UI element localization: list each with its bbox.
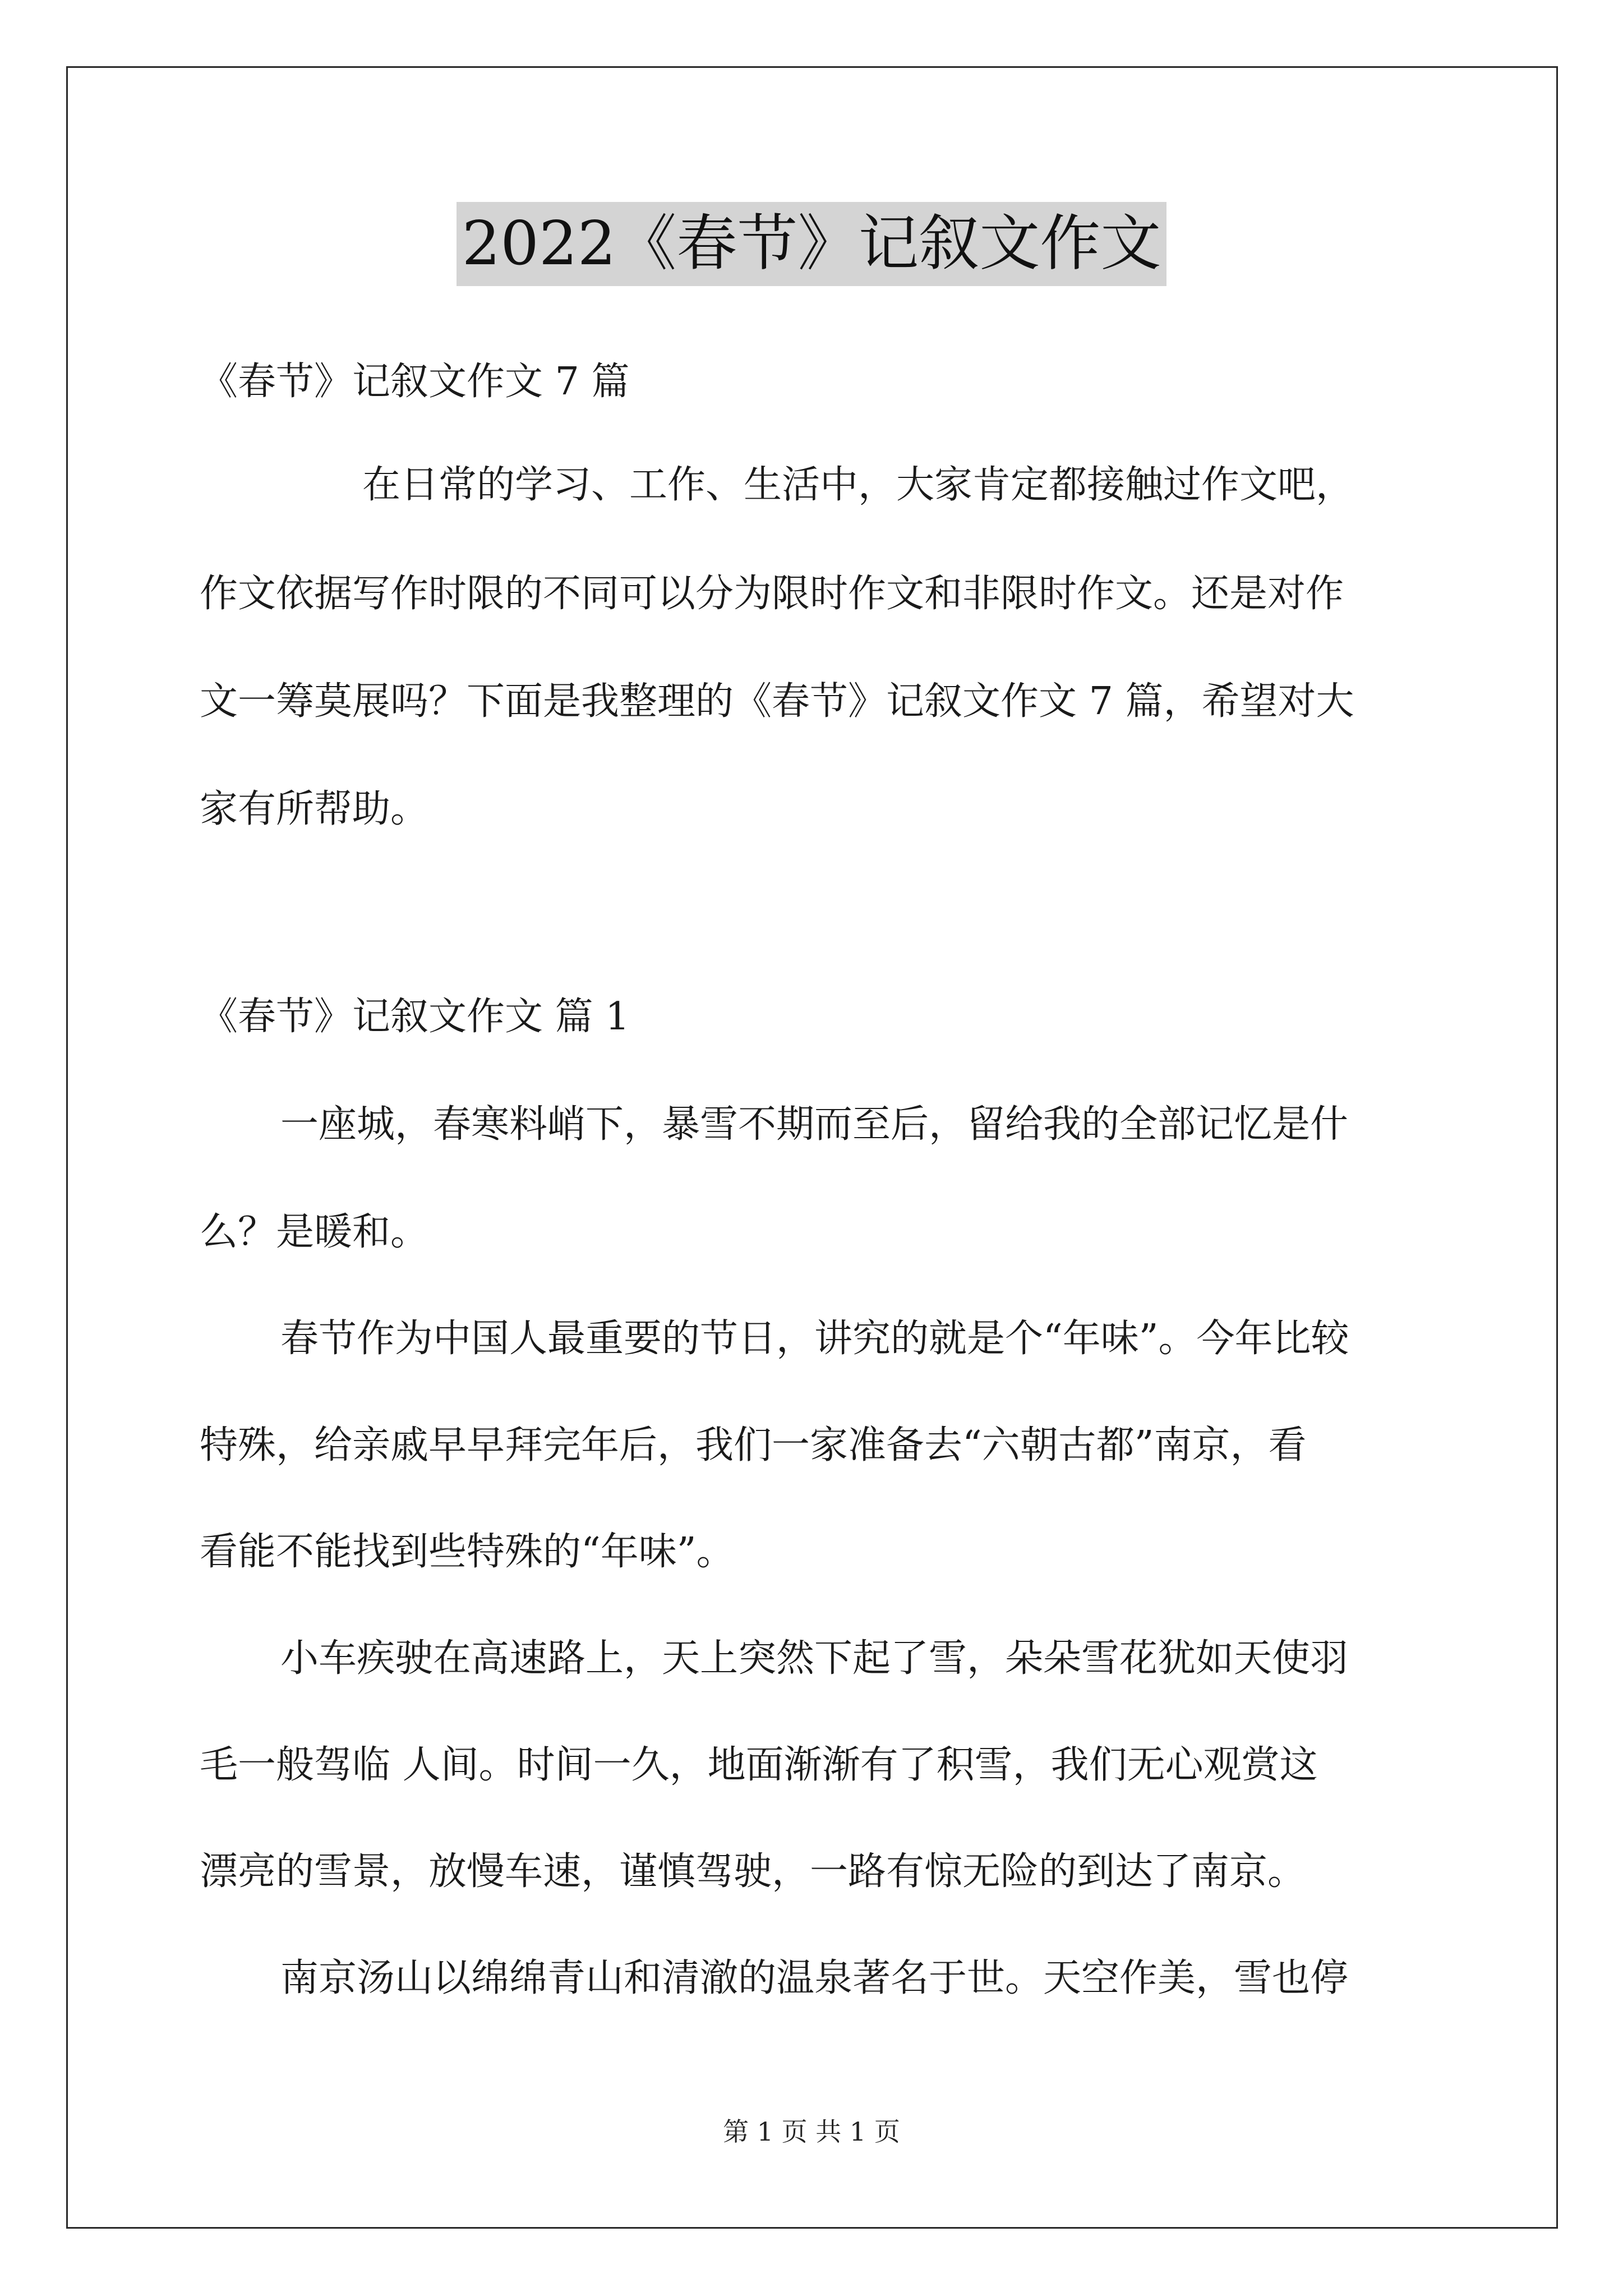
paragraph-1-line-2: 么？是暖和。	[200, 1210, 429, 1254]
paragraph-2-line-2: 特殊，给亲戚早早拜完年后，我们一家准备去“六朝古都”南京，看	[200, 1423, 1307, 1467]
intro-line-4: 家有所帮助。	[200, 787, 429, 831]
page-footer: 第 1 页 共 1 页	[723, 2116, 900, 2147]
paragraph-2-line-3: 看能不能找到些特殊的“年味”。	[200, 1530, 735, 1574]
intro-line-2: 作文依据写作时限的不同可以分为限时作文和非限时作文。还是对作	[200, 572, 1344, 616]
title-container	[0, 202, 1623, 286]
document-title: 2022《春节》记叙文作文	[457, 202, 1167, 286]
intro-line-1: 在日常的学习、工作、生活中，大家肯定都接触过作文吧，	[362, 463, 1354, 507]
paragraph-1-line-1: 一座城，春寒料峭下，暴雪不期而至后，留给我的全部记忆是什	[280, 1102, 1349, 1147]
paragraph-3-line-2: 毛一般驾临 人间。时间一久，地面渐渐有了积雪，我们无心观赏这	[200, 1743, 1318, 1787]
subtitle-line: 《春节》记叙文作文 7 篇	[200, 360, 630, 404]
intro-line-3: 文一筹莫展吗？下面是我整理的《春节》记叙文作文 7 篇，希望对大	[200, 679, 1354, 724]
paragraph-3-line-1: 小车疾驶在高速路上，天上突然下起了雪，朵朵雪花犹如天使羽	[280, 1636, 1349, 1681]
paragraph-2-line-1: 春节作为中国人最重要的节日，讲究的就是个“年味”。今年比较	[280, 1317, 1349, 1361]
paragraph-3-line-3: 漂亮的雪景，放慢车速，谨慎驾驶，一路有惊无险的到达了南京。	[200, 1849, 1306, 1894]
paragraph-4-line-1: 南京汤山以绵绵青山和清澈的温泉著名于世。天空作美，雪也停	[280, 1956, 1349, 2000]
section-heading: 《春节》记叙文作文 篇 1	[200, 995, 630, 1039]
